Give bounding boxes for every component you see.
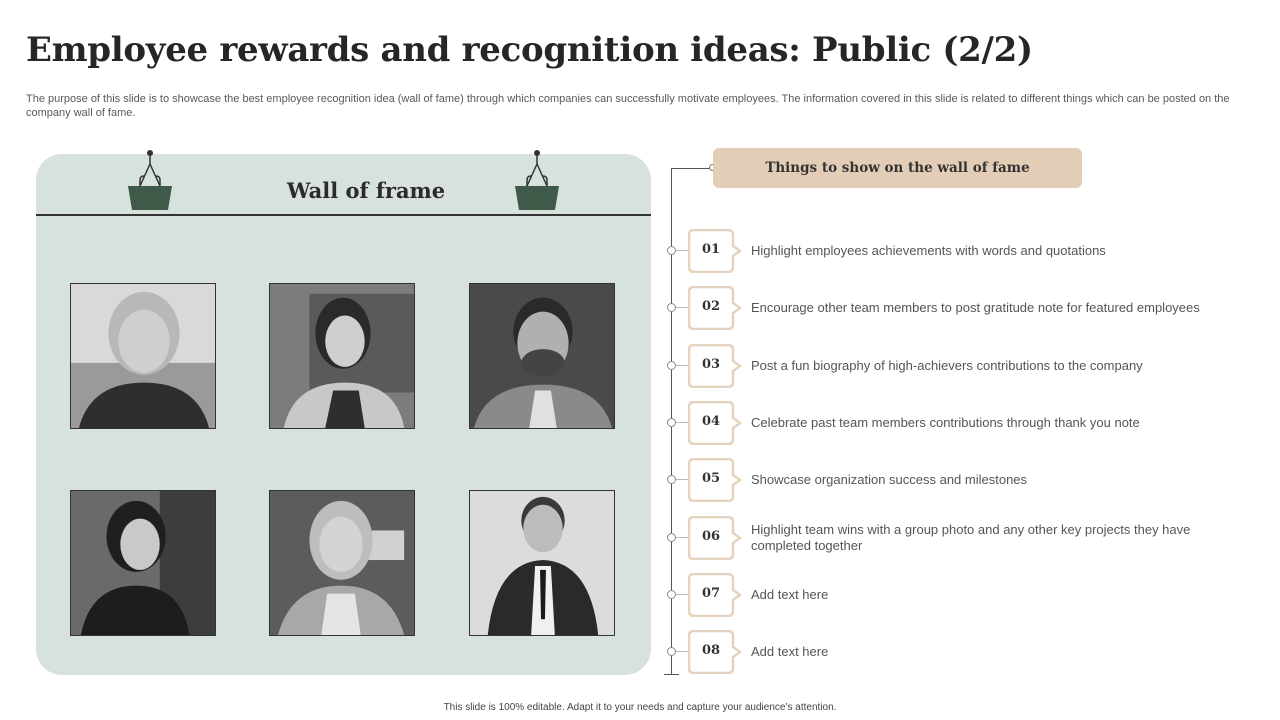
item-number: 01 <box>701 242 721 257</box>
footer-note: This slide is 100% editable. Adapt it to your needs and capture your audience’s attention. <box>443 702 837 713</box>
item-number: 07 <box>701 586 721 601</box>
item-text: Celebrate past team members contributions through thank you note <box>751 415 1140 430</box>
timeline-end-cap <box>664 674 679 675</box>
item-text: Highlight employees achievements with words and quotations <box>751 243 1106 258</box>
item-number: 02 <box>701 299 721 314</box>
item-text: Encourage other team members to post gratitude note for featured employees <box>751 300 1200 315</box>
timeline-dot <box>667 533 676 542</box>
wall-of-frame-panel <box>36 154 651 675</box>
list-item <box>664 458 1254 502</box>
wall-title: Wall of frame <box>286 178 446 203</box>
item-number: 05 <box>701 471 721 486</box>
item-text: Highlight team wins with a group photo and any other key projects they have completed together <box>751 522 1191 553</box>
timeline-dot <box>667 475 676 484</box>
timeline-dot <box>667 418 676 427</box>
item-text: Add text here <box>751 587 829 602</box>
employee-photo <box>469 490 615 636</box>
employee-photo <box>269 490 415 636</box>
list-item <box>664 401 1254 445</box>
timeline-connector <box>671 168 713 169</box>
employee-photo <box>469 283 615 429</box>
list-item <box>664 630 1254 674</box>
item-text: Post a fun biography of high-achievers contributions to the company <box>751 358 1143 373</box>
timeline-dot <box>667 361 676 370</box>
timeline-dot <box>667 303 676 312</box>
employee-photo <box>269 283 415 429</box>
list-item <box>664 516 1254 560</box>
wall-of-fame-header: Things to show on the wall of fame <box>713 148 1082 188</box>
slide-title: Employee rewards and recognition ideas: Public (2/2) <box>26 30 1033 70</box>
item-number: 03 <box>701 357 721 372</box>
employee-photo <box>70 283 216 429</box>
list-item <box>664 573 1254 617</box>
list-item <box>664 229 1254 273</box>
item-number: 04 <box>701 414 721 429</box>
employee-photo <box>70 490 216 636</box>
list-item <box>664 286 1254 330</box>
item-text: Add text here <box>751 644 829 659</box>
item-number: 06 <box>701 529 721 544</box>
slide-subtitle: The purpose of this slide is to showcase the best employee recognition idea (wall of fame) through which companies can successfully motivate employees. The information covered in this slide is related to different things which can be posted on the company wall of fame. <box>26 93 1230 119</box>
item-number: 08 <box>701 643 721 658</box>
timeline-dot <box>667 590 676 599</box>
timeline-dot <box>667 647 676 656</box>
list-item <box>664 344 1254 388</box>
timeline-dot <box>667 246 676 255</box>
item-text: Showcase organization success and milestones <box>751 472 1028 487</box>
